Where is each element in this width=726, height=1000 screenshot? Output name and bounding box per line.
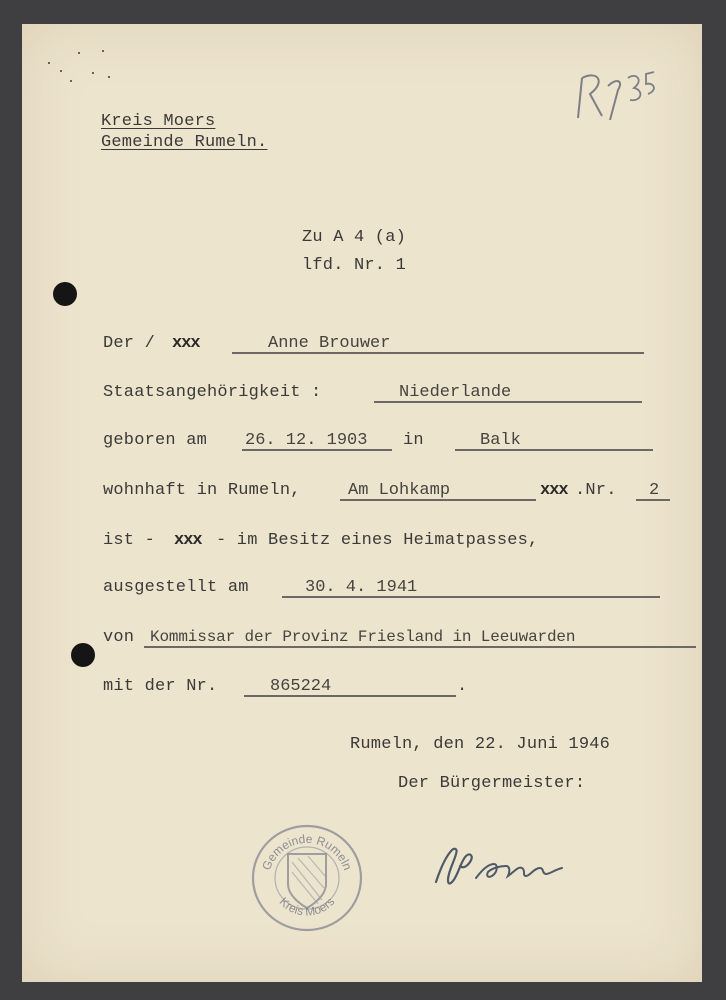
file-reference: Zu A 4 (a) [302, 228, 407, 247]
issued-label: ausgestellt am [103, 578, 249, 597]
born-in-label: in [403, 431, 424, 450]
possession-prefix: ist - [103, 531, 156, 550]
possession-text: - im Besitz eines Heimatpasses, [216, 531, 539, 550]
municipality-label: Gemeinde Rumeln. [101, 133, 268, 152]
margin-note [568, 56, 678, 136]
name-value: Anne Brouwer [268, 334, 391, 353]
passport-number-value: 865224 [270, 677, 332, 696]
district-label: Kreis Moers [101, 112, 216, 131]
struck-text: xxx [174, 531, 202, 550]
mayor-signature [432, 842, 572, 894]
street-value: Am Lohkamp [348, 481, 451, 500]
passport-number-end: . [457, 677, 468, 696]
street-line [340, 499, 536, 501]
punch-hole-bottom [71, 643, 95, 667]
nationality-value: Niederlande [399, 383, 512, 402]
issuer-value: Kommissar der Provinz Friesland in Leeuwarden [150, 628, 576, 646]
running-number: lfd. Nr. 1 [302, 256, 407, 275]
passport-number-label: mit der Nr. [103, 677, 218, 696]
struck-text: xxx [540, 481, 568, 500]
nationality-label: Staatsangehörigkeit : [103, 383, 322, 402]
house-number-line [636, 499, 670, 501]
place-date: Rumeln, den 22. Juni 1946 [350, 735, 611, 754]
born-date-value: 26. 12. 1903 [245, 431, 368, 450]
der-label: Der / [103, 334, 156, 353]
punch-hole-top [53, 282, 77, 306]
passport-number-line [244, 695, 456, 697]
issued-date-line [282, 596, 660, 598]
born-place-value: Balk [480, 431, 521, 450]
municipal-stamp [248, 822, 366, 934]
struck-text: xxx [172, 334, 200, 353]
born-label: geboren am [103, 431, 208, 450]
issuer-line [144, 646, 696, 648]
issued-date-value: 30. 4. 1941 [305, 578, 418, 597]
born-place-line [455, 449, 653, 451]
svg-text:Kreis Moers: Kreis Moers [276, 894, 338, 919]
nationality-line [374, 401, 642, 403]
number-label: .Nr. [575, 481, 617, 500]
name-line [232, 352, 644, 354]
born-date-line [242, 449, 392, 451]
mayor-title: Der Bürgermeister: [398, 774, 586, 793]
svg-text:Gemeinde Rumeln: Gemeinde Rumeln [259, 831, 355, 873]
house-number-value: 2 [649, 481, 660, 500]
residence-label: wohnhaft in Rumeln, [103, 481, 301, 500]
issuer-label: von [103, 628, 135, 647]
